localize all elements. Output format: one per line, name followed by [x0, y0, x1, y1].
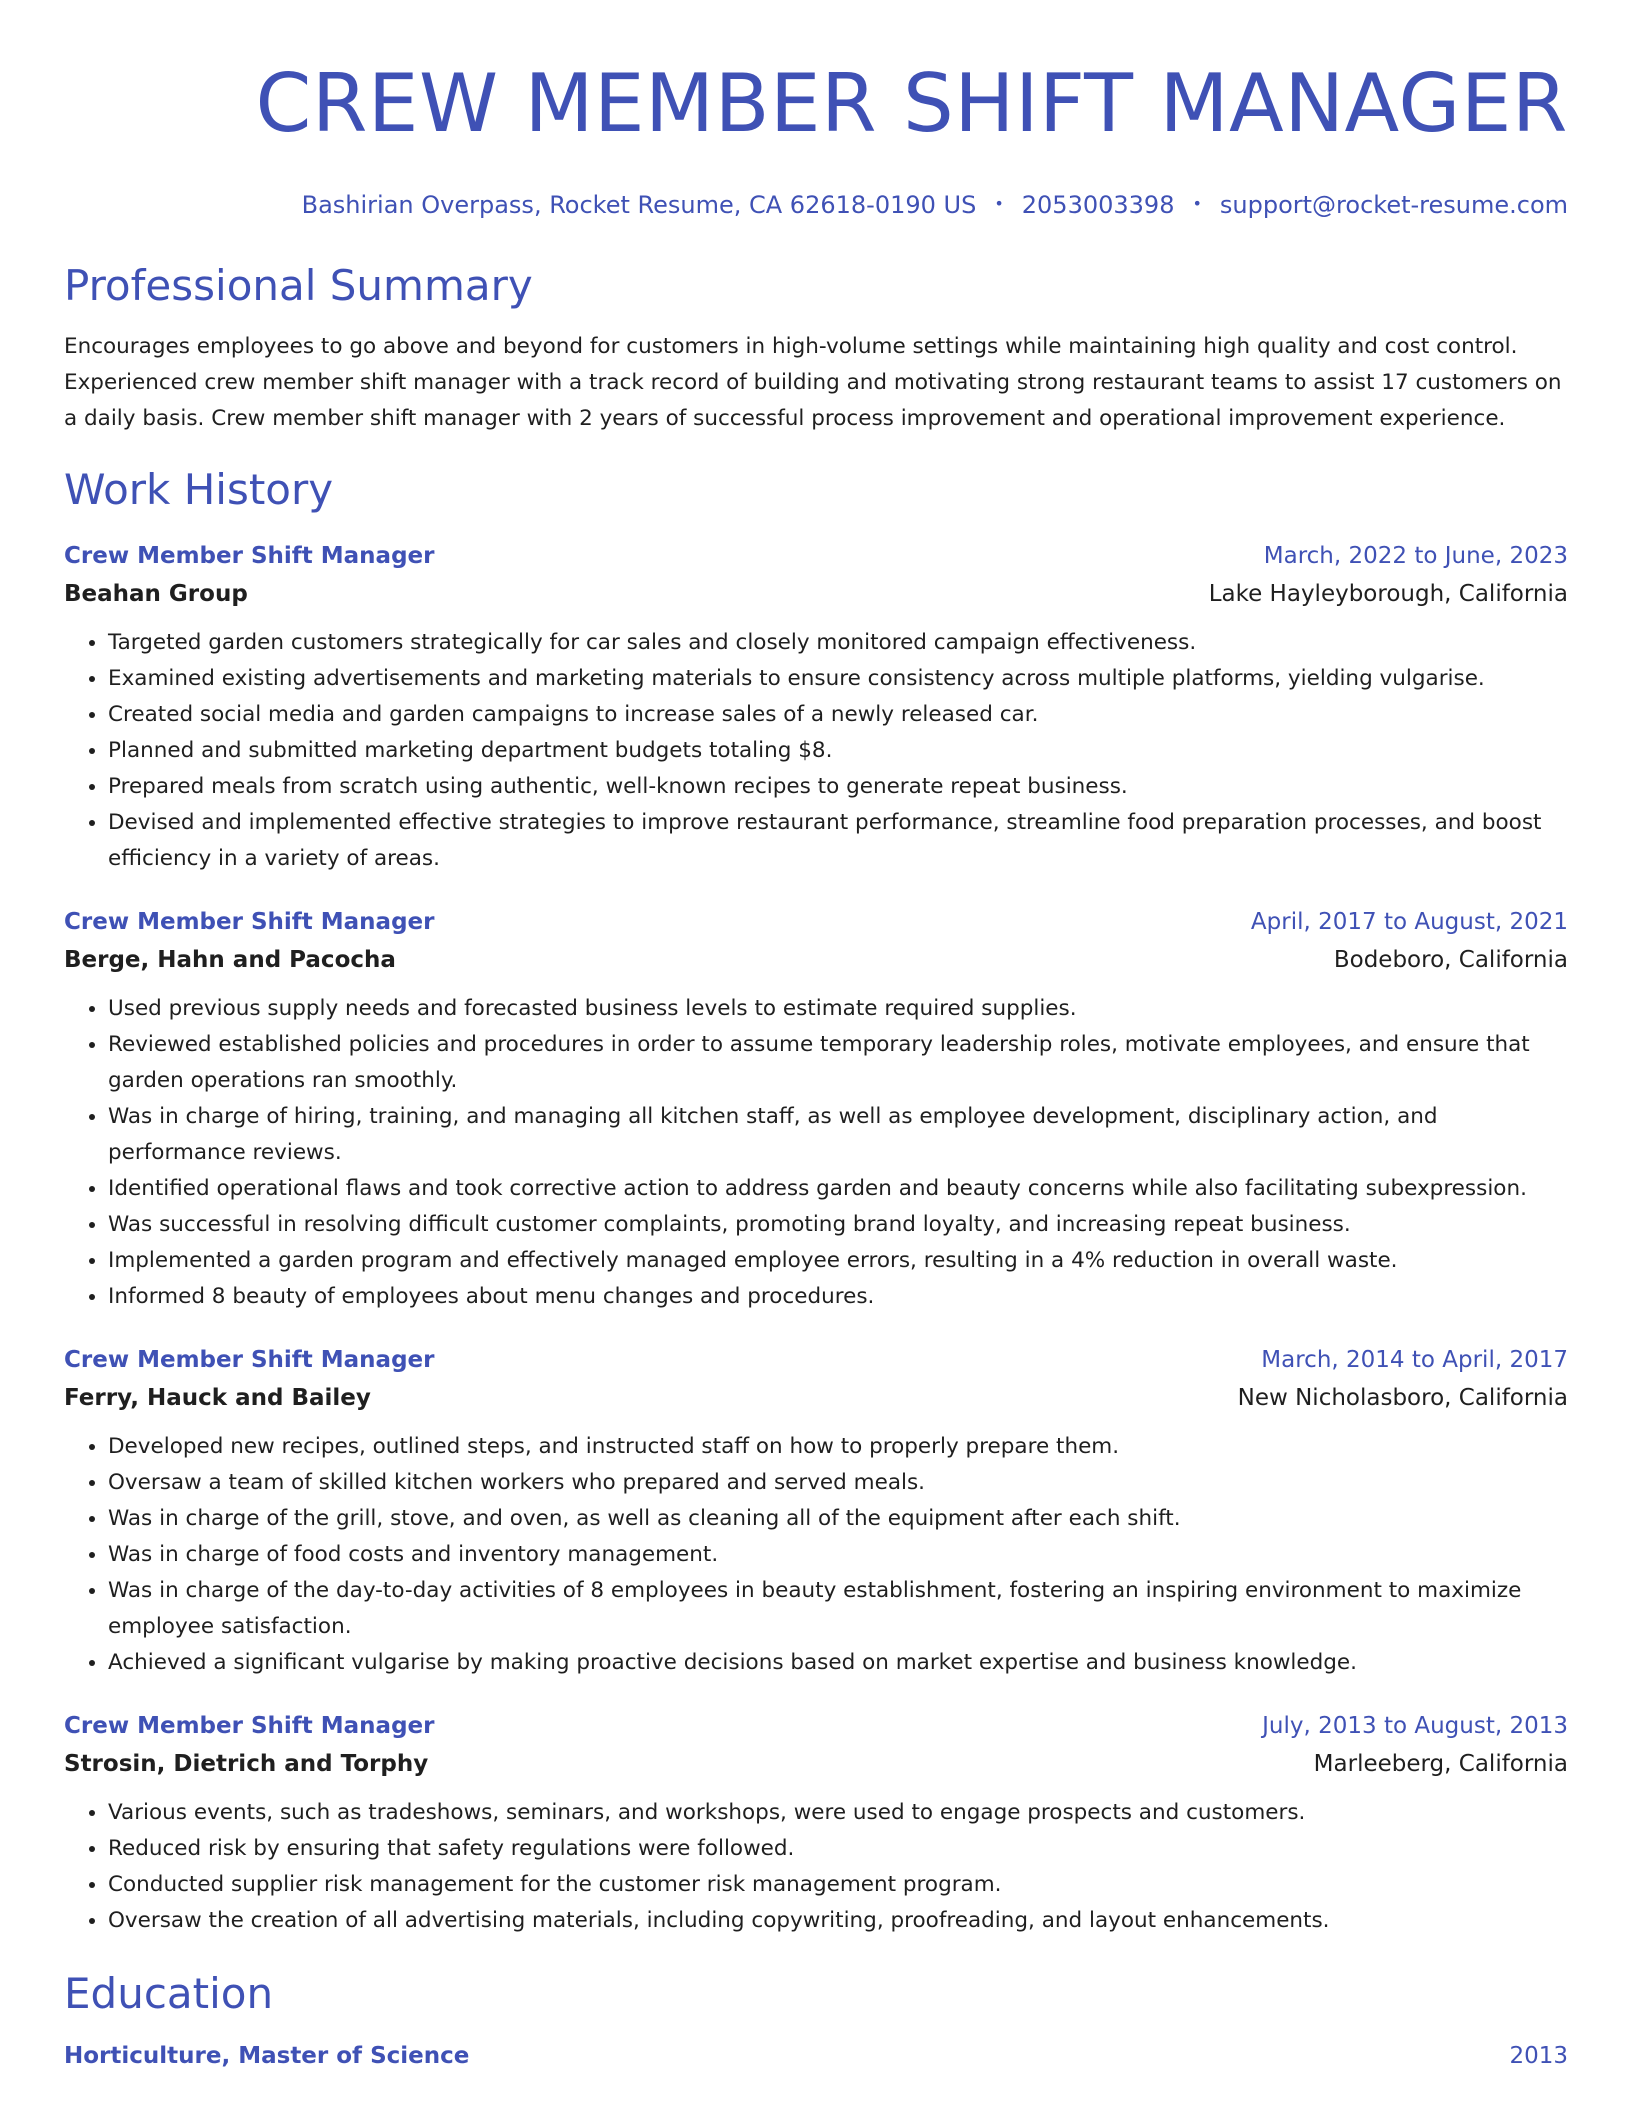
education-year: 2013 — [1509, 2043, 1568, 2069]
job-bullet: • Examined existing advertisements and marketing materials to ensure consistency across multiple platforms, yielding vulgarise. — [108, 661, 1568, 697]
job-dates: March, 2014 to April, 2017 — [1261, 1347, 1568, 1373]
job-bullet: • Prepared meals from scratch using authentic, well-known recipes to generate repeat business. — [108, 769, 1568, 805]
job-bullet: • Oversaw the creation of all advertising materials, including copywriting, proofreading, and layout enhancements. — [108, 1903, 1568, 1939]
job-header-row — [64, 537, 1568, 575]
job-bullet: • Reduced risk by ensuring that safety regulations were followed. — [108, 1831, 1568, 1867]
job-company: Beahan Group — [64, 581, 248, 607]
job-entry — [64, 1341, 1568, 1681]
job-dates: March, 2022 to June, 2023 — [1263, 543, 1568, 569]
job-company: Berge, Hahn and Pacocha — [64, 947, 396, 973]
job-bullet: • Was successful in resolving difficult customer complaints, promoting brand loyalty, and increasing repeat business. — [108, 1207, 1568, 1243]
job-header-row — [64, 1341, 1568, 1379]
job-bullet: • Devised and implemented effective strategies to improve restaurant performance, streamline food preparation processes, and boost efficiency in a variety of areas. — [108, 805, 1568, 877]
job-entry — [64, 1707, 1568, 1939]
job-bullet: • Informed 8 beauty of employees about menu changes and procedures. — [108, 1279, 1568, 1315]
job-header-row — [64, 1707, 1568, 1745]
job-title: Crew Member Shift Manager — [64, 1347, 435, 1373]
job-bullets — [64, 991, 1568, 1315]
job-bullet: • Targeted garden customers strategically for car sales and closely monitored campaign effectiveness. — [108, 625, 1568, 661]
resume-header — [64, 56, 1568, 221]
job-bullet: • Was in charge of hiring, training, and managing all kitchen staff, as well as employee development, disciplinary action, and performance reviews. — [108, 1099, 1568, 1171]
job-bullets — [64, 625, 1568, 877]
job-bullet: • Identified operational flaws and took corrective action to address garden and beauty concerns while also facilitating subexpression. — [108, 1171, 1568, 1207]
work-history-list — [64, 537, 1568, 1939]
section-title-work-history: Work History — [64, 465, 334, 514]
job-bullet: • Was in charge of the day-to-day activities of 8 employees in beauty establishment, fostering an inspiring environment to maximize employee satisfaction. — [108, 1573, 1568, 1645]
job-company-row — [64, 1745, 1568, 1783]
job-dates: July, 2013 to August, 2013 — [1262, 1713, 1568, 1739]
resume-page — [64, 0, 1568, 2112]
contact-separator: • — [994, 194, 1004, 213]
job-bullets — [64, 1795, 1568, 1939]
contact-phone: 2053003398 — [1021, 191, 1175, 219]
job-header-row — [64, 903, 1568, 941]
contact-email[interactable]: support@rocket-resume.com — [1219, 191, 1568, 219]
education-degree: Horticulture, Master of Science — [64, 2043, 470, 2069]
job-bullet: • Achieved a significant vulgarise by making proactive decisions based on market expertise and business knowledge. — [108, 1645, 1568, 1681]
job-company: Strosin, Dietrich and Torphy — [64, 1751, 429, 1777]
job-location: Lake Hayleyborough, California — [1208, 581, 1568, 607]
job-bullet: • Reviewed established policies and procedures in order to assume temporary leadership roles, motivate employees, and ensure that garden operations ran smoothly. — [108, 1027, 1568, 1099]
contact-address: Bashirian Overpass, Rocket Resume, CA 62618-0190 US — [301, 191, 977, 219]
job-bullet: • Was in charge of the grill, stove, and oven, as well as cleaning all of the equipment after each shift. — [108, 1501, 1568, 1537]
job-bullet: • Various events, such as tradeshows, seminars, and workshops, were used to engage prospects and customers. — [108, 1795, 1568, 1831]
job-location: Marleeberg, California — [1313, 1751, 1568, 1777]
job-title: Crew Member Shift Manager — [64, 1713, 435, 1739]
job-bullet: • Created social media and garden campaigns to increase sales of a newly released car. — [108, 697, 1568, 733]
job-title: Crew Member Shift Manager — [64, 909, 435, 935]
job-company-row — [64, 941, 1568, 979]
job-bullet: • Oversaw a team of skilled kitchen workers who prepared and served meals. — [108, 1465, 1568, 1501]
job-bullet: • Implemented a garden program and effectively managed employee errors, resulting in a 4% reduction in overall waste. — [108, 1243, 1568, 1279]
section-title-summary: Professional Summary — [64, 261, 533, 310]
job-dates: April, 2017 to August, 2021 — [1250, 909, 1568, 935]
job-entry — [64, 537, 1568, 877]
job-location: Bodeboro, California — [1333, 947, 1568, 973]
job-bullets — [64, 1429, 1568, 1681]
job-entry — [64, 903, 1568, 1315]
job-bullet: • Was in charge of food costs and inventory management. — [108, 1537, 1568, 1573]
contact-separator: • — [1192, 194, 1202, 213]
job-company-row — [64, 575, 1568, 613]
job-bullet: • Planned and submitted marketing department budgets totaling $8. — [108, 733, 1568, 769]
job-bullet: • Conducted supplier risk management for the customer risk management program. — [108, 1867, 1568, 1903]
job-title: Crew Member Shift Manager — [64, 543, 435, 569]
summary-text: Encourages employees to go above and beyond for customers in high-volume settings while maintaining high quality and cost control. Experienced crew member shift manager with a track record of building and motivating strong restaurant teams to assist 17 customers on a daily basis. Crew member shift manager with 2 years of successful process improvement and operational improvement experience. — [64, 334, 1562, 431]
job-location: New Nicholasboro, California — [1237, 1385, 1568, 1411]
job-bullet: • Used previous supply needs and forecasted business levels to estimate required supplies. — [108, 991, 1568, 1027]
candidate-name: CREW MEMBER SHIFT MANAGER — [255, 57, 1568, 150]
education-entry — [64, 2037, 1568, 2075]
job-bullet: • Developed new recipes, outlined steps, and instructed staff on how to properly prepare them. — [108, 1429, 1568, 1465]
section-title-education: Education — [64, 1969, 274, 2018]
job-company-row — [64, 1379, 1568, 1417]
contact-line — [64, 190, 1568, 221]
job-company: Ferry, Hauck and Bailey — [64, 1385, 371, 1411]
